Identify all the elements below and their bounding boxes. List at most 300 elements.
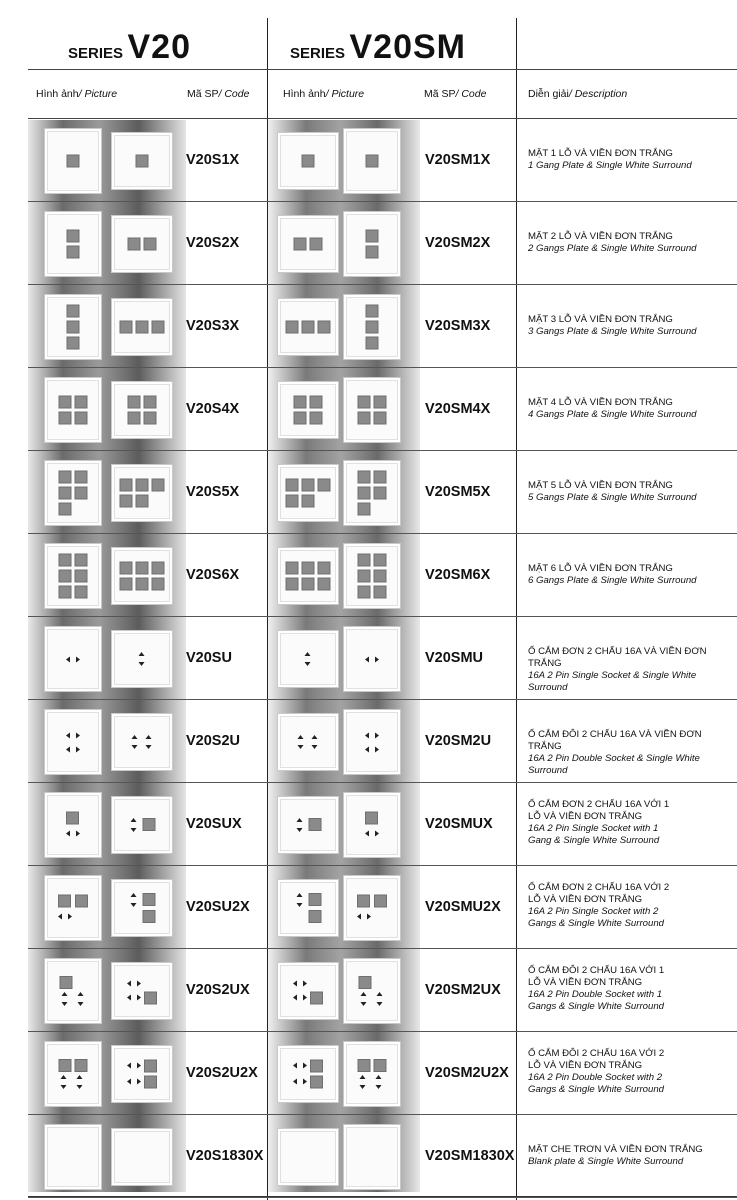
switch-gang-icon [358, 570, 371, 583]
switch-gang-icon [358, 586, 371, 599]
description-en: 16A 2 Pin Double Socket & Single White Surround [528, 753, 700, 776]
product-code-v20: V20S1830X [186, 1148, 264, 1164]
description-en: 16A 2 Pin Double Socket with 1 Gangs & Single White Surround [528, 989, 664, 1012]
switch-gang-icon [152, 321, 165, 334]
product-image-v20-vertical [44, 1041, 102, 1107]
plate-layout [59, 554, 88, 599]
plate-layout [295, 893, 322, 923]
description-en: 1 Gang Plate & Single White Surround [528, 160, 692, 171]
socket-pins-icon [66, 828, 80, 839]
socket-pins-icon [365, 730, 379, 741]
plate-layout [59, 471, 88, 516]
product-description [528, 646, 734, 694]
description-vi: Ổ CẮM ĐƠN 2 CHẤU 16A VỚI 1 LỖ VÀ VIỀN ĐƠN TRẮNG [528, 799, 670, 822]
header-picture-left: Hình ảnh/ Picture [36, 88, 118, 100]
product-code-v20: V20S2X [186, 235, 240, 251]
empty-slot [310, 978, 321, 989]
socket-pins-icon [365, 654, 379, 665]
switch-gang-icon [365, 812, 378, 825]
switch-gang-icon [294, 412, 307, 425]
switch-gang-icon [374, 487, 387, 500]
switch-gang-icon [366, 246, 379, 259]
switch-gang-icon [366, 305, 379, 318]
switch-gang-icon [75, 396, 88, 409]
plate-layout [66, 812, 80, 839]
product-description [528, 563, 734, 587]
switch-gang-icon [136, 321, 149, 334]
plate-layout [120, 562, 165, 591]
product-code-v20: V20S4X [186, 401, 240, 417]
switch-gang-icon [359, 976, 372, 989]
product-code-v20sm: V20SM6X [425, 567, 491, 583]
description-en: 5 Gangs Plate & Single White Surround [528, 492, 697, 503]
switch-gang-icon [136, 495, 149, 508]
switch-gang-icon [67, 321, 80, 334]
description-vi: Ổ CẮM ĐÔI 2 CHẤU 16A VỚI 2 LỖ VÀ VIỀN ĐƠN TRẮNG [528, 1048, 665, 1071]
description-vi: Ổ CẮM ĐÔI 2 CHẤU 16A VÀ VIỀN ĐƠN TRẮNG [528, 729, 702, 752]
socket-pins-icon [365, 744, 379, 755]
product-description [528, 965, 678, 1013]
switch-gang-icon [366, 155, 379, 168]
plate-layout [127, 1060, 157, 1089]
switch-gang-icon [310, 992, 323, 1005]
switch-gang-icon [143, 893, 156, 906]
socket-pins-icon [58, 911, 72, 922]
switch-gang-icon [67, 305, 80, 318]
switch-gang-icon [120, 562, 133, 575]
switch-gang-icon [59, 471, 72, 484]
series-v20sm-title: SERIES V20SM [290, 28, 466, 66]
product-image-v20sm-vertical [343, 294, 401, 360]
socket-pins-icon [296, 735, 307, 749]
socket-pins-icon [293, 978, 307, 989]
product-image-v20-horizontal [111, 630, 173, 688]
product-image-v20-horizontal [111, 962, 173, 1020]
switch-gang-icon [302, 155, 315, 168]
plate-layout [286, 562, 331, 591]
plate-layout [359, 976, 386, 1006]
row-divider [28, 1197, 737, 1198]
switch-gang-icon [310, 1076, 323, 1089]
plate-layout [357, 895, 387, 922]
socket-pins-icon [60, 992, 71, 1006]
product-description [528, 148, 734, 172]
switch-gang-icon [136, 562, 149, 575]
product-image-v20-horizontal [111, 1128, 173, 1186]
switch-gang-icon [310, 1060, 323, 1073]
product-image-v20-horizontal [111, 713, 173, 771]
plate-layout [59, 1059, 88, 1089]
product-code-v20sm: V20SM2X [425, 235, 491, 251]
product-description [528, 1144, 734, 1168]
product-image-v20-vertical [44, 211, 102, 277]
socket-pins-icon [127, 1060, 141, 1071]
switch-gang-icon [120, 578, 133, 591]
socket-pins-icon [76, 992, 87, 1006]
switch-gang-icon [144, 238, 157, 251]
product-image-v20sm-vertical [343, 958, 401, 1024]
empty-slot [295, 910, 306, 921]
socket-pins-icon [127, 992, 141, 1003]
description-vi: MẶT 1 LỖ VÀ VIỀN ĐƠN TRẮNG [528, 148, 673, 159]
product-code-v20: V20S2U2X [186, 1065, 258, 1081]
switch-gang-icon [143, 818, 156, 831]
product-image-v20-horizontal [111, 464, 173, 522]
switch-gang-icon [286, 495, 299, 508]
socket-pins-icon [357, 911, 371, 922]
socket-pins-icon [293, 1060, 307, 1071]
switch-gang-icon [128, 412, 141, 425]
plate-layout [365, 654, 379, 665]
header-top-line [28, 69, 737, 70]
product-image-v20sm-vertical [343, 1124, 401, 1190]
socket-pins-icon [358, 1075, 369, 1089]
switch-gang-icon [286, 479, 299, 492]
socket-pins-icon [137, 652, 148, 666]
plate-layout [366, 230, 379, 259]
switch-gang-icon [374, 895, 387, 908]
plate-layout [293, 1060, 323, 1089]
product-code-v20sm: V20SMUX [425, 816, 493, 832]
switch-gang-icon [144, 992, 157, 1005]
socket-pins-icon [75, 1075, 86, 1089]
product-code-v20sm: V20SM2U2X [425, 1065, 509, 1081]
switch-gang-icon [310, 412, 323, 425]
product-image-v20-vertical [44, 294, 102, 360]
product-image-v20-horizontal [111, 879, 173, 937]
switch-gang-icon [152, 479, 165, 492]
description-vi: MẶT 5 LỖ VÀ VIỀN ĐƠN TRẮNG [528, 480, 673, 491]
plate-layout [120, 479, 165, 508]
product-image-v20sm-horizontal [277, 132, 339, 190]
switch-gang-icon [366, 230, 379, 243]
switch-gang-icon [152, 578, 165, 591]
product-image-v20sm-horizontal [277, 215, 339, 273]
plate-layout [358, 396, 387, 425]
plate-layout [59, 396, 88, 425]
description-en: 16A 2 Pin Single Socket with 1 Gang & Single White Surround [528, 823, 660, 846]
product-description [528, 799, 678, 847]
plate-layout [128, 238, 157, 251]
plate-layout [366, 155, 379, 168]
product-image-v20sm-vertical [343, 377, 401, 443]
plate-layout [66, 730, 80, 755]
product-description [528, 397, 734, 421]
switch-gang-icon [75, 570, 88, 583]
switch-gang-icon [136, 578, 149, 591]
description-vi: MẶT 2 LỖ VÀ VIỀN ĐƠN TRẮNG [528, 231, 673, 242]
product-image-v20-vertical [44, 626, 102, 692]
header-picture-right: Hình ảnh/ Picture [283, 88, 365, 100]
plate-layout [296, 735, 321, 749]
product-code-v20: V20SU [186, 650, 232, 666]
description-en: 6 Gangs Plate & Single White Surround [528, 575, 697, 586]
switch-gang-icon [59, 586, 72, 599]
switch-gang-icon [294, 238, 307, 251]
description-en: Blank plate & Single White Surround [528, 1156, 684, 1167]
plate-layout [67, 155, 80, 168]
socket-pins-icon [66, 744, 80, 755]
description-vi: MẶT CHE TRƠN VÀ VIỀN ĐƠN TRẮNG [528, 1144, 703, 1155]
switch-gang-icon [75, 412, 88, 425]
product-code-v20: V20S6X [186, 567, 240, 583]
switch-gang-icon [67, 155, 80, 168]
plate-layout [60, 976, 87, 1006]
plate-layout [295, 818, 322, 832]
product-code-v20sm: V20SMU2X [425, 899, 501, 915]
plate-layout [294, 238, 323, 251]
product-image-v20-horizontal [111, 1045, 173, 1103]
empty-slot [75, 911, 86, 922]
description-vi: Ổ CẮM ĐƠN 2 CHẤU 16A VỚI 2 LỖ VÀ VIỀN ĐƠN TRẮNG [528, 882, 670, 905]
product-image-v20-vertical [44, 958, 102, 1024]
switch-gang-icon [374, 412, 387, 425]
socket-pins-icon [359, 992, 370, 1006]
plate-layout [286, 479, 331, 508]
plate-layout [365, 730, 379, 755]
switch-gang-icon [58, 895, 71, 908]
switch-gang-icon [59, 412, 72, 425]
plate-layout [294, 396, 323, 425]
product-description [528, 1048, 678, 1096]
socket-pins-icon [129, 818, 140, 832]
switch-gang-icon [59, 570, 72, 583]
switch-gang-icon [302, 321, 315, 334]
product-description [528, 882, 678, 930]
switch-gang-icon [67, 337, 80, 350]
switch-gang-icon [152, 562, 165, 575]
plate-layout [127, 978, 157, 1005]
switch-gang-icon [67, 246, 80, 259]
switch-gang-icon [358, 503, 371, 516]
socket-pins-icon [303, 652, 314, 666]
switch-gang-icon [75, 554, 88, 567]
description-en: 2 Gangs Plate & Single White Surround [528, 243, 697, 254]
product-description [528, 231, 734, 255]
switch-gang-icon [310, 238, 323, 251]
switch-gang-icon [75, 586, 88, 599]
product-image-v20-vertical [44, 543, 102, 609]
product-image-v20sm-horizontal [277, 796, 339, 854]
switch-gang-icon [128, 238, 141, 251]
product-image-v20-horizontal [111, 796, 173, 854]
socket-pins-icon [293, 992, 307, 1003]
product-code-v20: V20SU2X [186, 899, 250, 915]
switch-gang-icon [120, 479, 133, 492]
product-image-v20sm-vertical [343, 792, 401, 858]
switch-gang-icon [309, 893, 322, 906]
switch-gang-icon [374, 570, 387, 583]
product-description [528, 729, 734, 777]
switch-gang-icon [144, 412, 157, 425]
plate-layout [358, 471, 387, 516]
product-image-v20-horizontal [111, 298, 173, 356]
switch-gang-icon [120, 321, 133, 334]
product-image-v20-horizontal [111, 381, 173, 439]
plate-layout [58, 895, 88, 922]
switch-gang-icon [374, 554, 387, 567]
switch-gang-icon [144, 1076, 157, 1089]
switch-gang-icon [59, 1059, 72, 1072]
product-image-v20sm-vertical [343, 1041, 401, 1107]
switch-gang-icon [75, 1059, 88, 1072]
socket-pins-icon [66, 654, 80, 665]
plate-layout [366, 305, 379, 350]
socket-pins-icon [310, 735, 321, 749]
product-code-v20sm: V20SM1830X [425, 1148, 515, 1164]
description-en: 16A 2 Pin Double Socket with 2 Gangs & Single White Surround [528, 1072, 664, 1095]
product-image-v20sm-horizontal [277, 1128, 339, 1186]
product-image-v20-vertical [44, 709, 102, 775]
plate-layout [120, 321, 165, 334]
switch-gang-icon [75, 895, 88, 908]
description-en: 4 Gangs Plate & Single White Surround [528, 409, 697, 420]
product-description [528, 314, 734, 338]
product-image-v20-horizontal [111, 547, 173, 605]
product-code-v20sm: V20SMU [425, 650, 484, 666]
switch-gang-icon [294, 396, 307, 409]
switch-gang-icon [59, 503, 72, 516]
plate-layout [137, 652, 148, 666]
product-image-v20sm-horizontal [277, 1045, 339, 1103]
switch-gang-icon [358, 1059, 371, 1072]
switch-gang-icon [286, 562, 299, 575]
description-vi: MẶT 3 LỖ VÀ VIỀN ĐƠN TRẮNG [528, 314, 673, 325]
product-image-v20sm-vertical [343, 875, 401, 941]
switch-gang-icon [286, 578, 299, 591]
switch-gang-icon [358, 487, 371, 500]
product-image-v20sm-vertical [343, 128, 401, 194]
switch-gang-icon [60, 976, 73, 989]
plate-layout [136, 155, 149, 168]
product-image-v20-vertical [44, 460, 102, 526]
description-en: 3 Gangs Plate & Single White Surround [528, 326, 697, 337]
switch-gang-icon [67, 230, 80, 243]
switch-gang-icon [374, 1059, 387, 1072]
plate-layout [129, 893, 156, 923]
plate-layout [66, 654, 80, 665]
footer-line [28, 1196, 737, 1197]
plate-layout [358, 1059, 387, 1089]
header-code-left: Mã SP/ Code [187, 88, 250, 100]
socket-pins-icon [293, 1076, 307, 1087]
plate-layout [358, 554, 387, 599]
switch-gang-icon [136, 155, 149, 168]
product-image-v20sm-horizontal [277, 547, 339, 605]
description-en: 16A 2 Pin Single Socket with 2 Gangs & Single White Surround [528, 906, 664, 929]
description-en: 16A 2 Pin Single Socket & Single White Surround [528, 670, 697, 693]
switch-gang-icon [128, 396, 141, 409]
product-code-v20: V20S5X [186, 484, 240, 500]
switch-gang-icon [120, 495, 133, 508]
product-code-v20sm: V20SM2U [425, 733, 492, 749]
product-description [528, 480, 734, 504]
description-vi: MẶT 4 LỖ VÀ VIỀN ĐƠN TRẮNG [528, 397, 673, 408]
socket-pins-icon [130, 735, 141, 749]
product-image-v20-vertical [44, 875, 102, 941]
empty-slot [375, 976, 386, 987]
empty-slot [374, 911, 385, 922]
switch-gang-icon [75, 471, 88, 484]
switch-gang-icon [75, 487, 88, 500]
product-image-v20-vertical [44, 1124, 102, 1190]
switch-gang-icon [302, 479, 315, 492]
product-code-v20: V20S2U [186, 733, 241, 749]
socket-pins-icon [127, 1076, 141, 1087]
switch-gang-icon [318, 578, 331, 591]
product-image-v20-horizontal [111, 215, 173, 273]
series-v20-title: SERIES V20 [68, 28, 191, 66]
product-image-v20sm-horizontal [277, 630, 339, 688]
switch-gang-icon [286, 321, 299, 334]
switch-gang-icon [309, 818, 322, 831]
socket-pins-icon [295, 893, 306, 907]
product-code-v20: V20SUX [186, 816, 242, 832]
switch-gang-icon [302, 578, 315, 591]
plate-layout [128, 396, 157, 425]
plate-layout [293, 978, 323, 1005]
switch-gang-icon [366, 337, 379, 350]
plate-layout [302, 155, 315, 168]
product-image-v20sm-vertical [343, 211, 401, 277]
product-code-v20: V20S1X [186, 152, 240, 168]
empty-slot [144, 978, 155, 989]
description-vi: MẶT 6 LỖ VÀ VIỀN ĐƠN TRẮNG [528, 563, 673, 574]
socket-pins-icon [127, 978, 141, 989]
switch-gang-icon [136, 479, 149, 492]
product-image-v20sm-vertical [343, 460, 401, 526]
switch-gang-icon [374, 586, 387, 599]
socket-pins-icon [129, 893, 140, 907]
switch-gang-icon [309, 910, 322, 923]
switch-gang-icon [358, 554, 371, 567]
product-image-v20-vertical [44, 377, 102, 443]
switch-gang-icon [366, 321, 379, 334]
switch-gang-icon [358, 471, 371, 484]
product-code-v20sm: V20SM2UX [425, 982, 501, 998]
switch-gang-icon [144, 1060, 157, 1073]
product-image-v20sm-horizontal [277, 464, 339, 522]
empty-slot [129, 910, 140, 921]
switch-gang-icon [59, 554, 72, 567]
socket-pins-icon [59, 1075, 70, 1089]
plate-layout [130, 735, 155, 749]
plate-layout [303, 652, 314, 666]
description-vi: Ổ CẮM ĐÔI 2 CHẤU 16A VỚI 1 LỖ VÀ VIỀN ĐƠN TRẮNG [528, 965, 665, 988]
product-image-v20sm-horizontal [277, 962, 339, 1020]
product-image-v20sm-vertical [343, 543, 401, 609]
socket-pins-icon [374, 1075, 385, 1089]
product-image-v20-vertical [44, 792, 102, 858]
switch-gang-icon [302, 495, 315, 508]
product-image-v20sm-horizontal [277, 381, 339, 439]
plate-layout [67, 305, 80, 350]
switch-gang-icon [66, 812, 79, 825]
product-image-v20sm-vertical [343, 626, 401, 692]
switch-gang-icon [358, 412, 371, 425]
product-code-v20sm: V20SM5X [425, 484, 491, 500]
switch-gang-icon [59, 487, 72, 500]
socket-pins-icon [365, 828, 379, 839]
header-code-right: Mã SP/ Code [424, 88, 487, 100]
product-code-v20sm: V20SM3X [425, 318, 491, 334]
product-image-v20sm-vertical [343, 709, 401, 775]
plate-layout [129, 818, 156, 832]
product-code-v20sm: V20SM4X [425, 401, 491, 417]
product-image-v20sm-horizontal [277, 713, 339, 771]
socket-pins-icon [375, 992, 386, 1006]
switch-gang-icon [143, 910, 156, 923]
